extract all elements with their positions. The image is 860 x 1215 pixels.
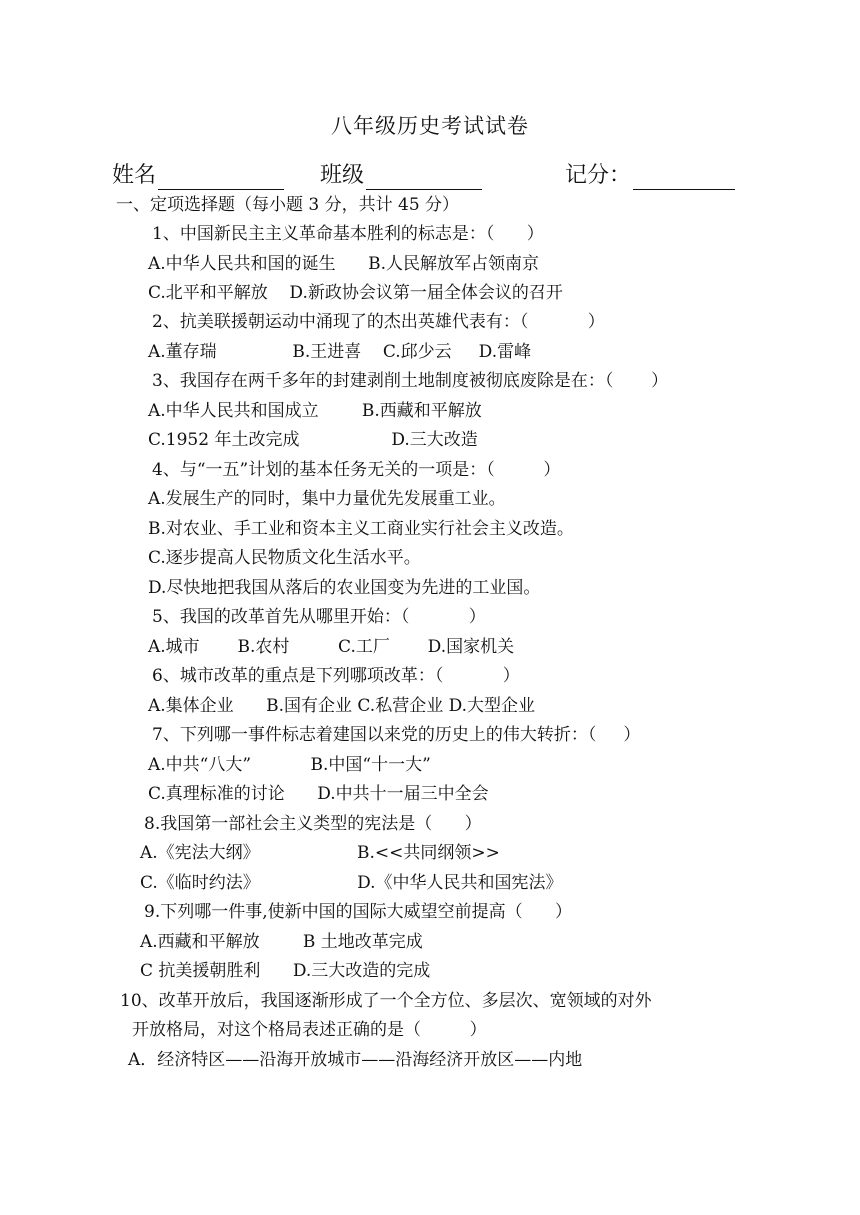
option-line: A.城市 B.农村 C.工厂 D.国家机关 bbox=[148, 637, 515, 657]
option-line: C.逐步提高人民物质文化生活水平。 bbox=[148, 548, 421, 568]
class-blank bbox=[366, 167, 482, 190]
question-line: 7、下列哪一事件标志着建国以来党的历史上的伟大转折：（ ） bbox=[152, 725, 641, 745]
option-line: C.北平和平解放 D.新政协会议第一届全体会议的召开 bbox=[148, 283, 563, 303]
score-label: 记分： bbox=[565, 163, 632, 188]
option-line: C.真理标准的讨论 D.中共十一届三中全会 bbox=[148, 784, 489, 804]
score-field bbox=[565, 162, 735, 190]
question-line: 10、改革开放后，我国逐渐形成了一个全方位、多层次、宽领域的对外 bbox=[120, 991, 652, 1011]
question-line: 2、抗美联援朝运动中涌现了的杰出英雄代表有：（ ） bbox=[152, 312, 605, 332]
class-field bbox=[320, 162, 482, 190]
option-line: A.中华人民共和国的诞生 B.人民解放军占领南京 bbox=[148, 254, 539, 274]
question-line: 6、城市改革的重点是下列哪项改革：（ ） bbox=[152, 666, 520, 686]
option-line: A.董存瑞 B.王进喜 C.邱少云 D.雷峰 bbox=[148, 342, 532, 362]
question-line: 1、中国新民主主义革命基本胜利的标志是：（ ） bbox=[152, 224, 544, 244]
option-line: A.中华人民共和国成立 B.西藏和平解放 bbox=[148, 401, 482, 421]
option-line: B.对农业、手工业和资本主义工商业实行社会主义改造。 bbox=[148, 519, 574, 539]
option-line: A.中共“八大” B.中国“十一大” bbox=[148, 755, 431, 775]
name-label: 姓名 bbox=[112, 163, 157, 188]
option-line: D.尽快地把我国从落后的农业国变为先进的工业国。 bbox=[148, 578, 541, 598]
option-line: C.1952 年土改完成 D.三大改造 bbox=[148, 430, 478, 450]
option-line: A.西藏和平解放 B 土地改革完成 bbox=[140, 932, 423, 952]
score-blank bbox=[633, 167, 735, 190]
option-line: A.集体企业 B.国有企业 C.私营企业 D.大型企业 bbox=[148, 696, 536, 716]
question-line: 4、与“一五”计划的基本任务无关的一项是：（ ） bbox=[152, 460, 561, 480]
question-line: 开放格局，对这个格局表述正确的是（ ） bbox=[132, 1020, 487, 1040]
option-line: C.《临时约法》 D.《中华人民共和国宪法》 bbox=[140, 873, 563, 893]
name-field bbox=[112, 162, 284, 190]
option-line: A．经济特区——沿海开放城市——沿海经济开放区——内地 bbox=[128, 1050, 583, 1070]
section-heading: 一、定项选择题（每小题 3 分，共计 45 分） bbox=[116, 195, 460, 215]
question-line: 9.下列哪一件事,使新中国的国际大威望空前提高（ ） bbox=[144, 902, 573, 922]
name-blank bbox=[158, 167, 284, 190]
page-title: 八年级历史考试试卷 bbox=[331, 114, 529, 138]
question-line: 3、我国存在两千多年的封建剥削土地制度被彻底废除是在：（ ） bbox=[152, 371, 669, 391]
option-line: A.《宪法大纲》 B.<<共同纲领>> bbox=[140, 843, 500, 863]
question-line: 8.我国第一部社会主义类型的宪法是（ ） bbox=[144, 814, 482, 834]
class-label: 班级 bbox=[320, 163, 365, 188]
question-line: 5、我国的改革首先从哪里开始：（ ） bbox=[152, 607, 486, 627]
option-line: C 抗美援朝胜利 D.三大改造的完成 bbox=[140, 961, 431, 981]
option-line: A.发展生产的同时，集中力量优先发展重工业。 bbox=[148, 489, 506, 509]
